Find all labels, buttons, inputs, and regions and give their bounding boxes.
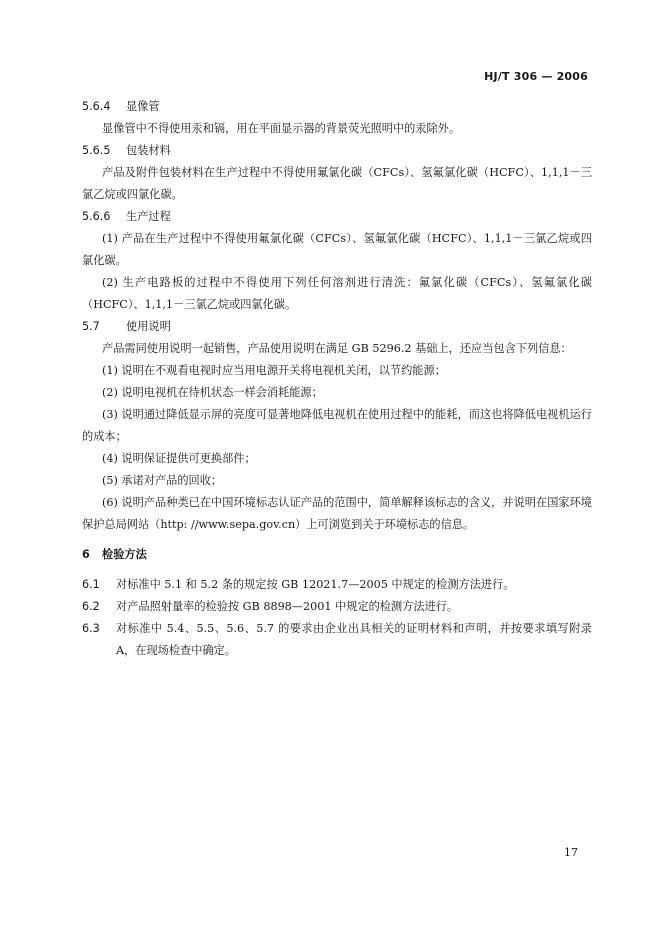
section-5-6-4-heading [82,96,592,118]
section-5-7-item-5: (5) 承诺对产品的回收； [102,474,223,487]
section-number: 5.7 [82,320,100,333]
section-title: 显像管 [126,100,160,113]
chapter-6-heading [82,544,592,566]
section-number: 5.6.5 [82,144,111,157]
chapter-number: 6 [82,548,90,561]
clause-text: 对标准中 5.4、5.5、5.6、5.7 的要求由企业出具相关的证明材料和声明，并按要求填写附录 A，在现场检查中确定。 [116,622,592,657]
section-5-6-5-body: 产品及附件包装材料在生产过程中不得使用氟氯化碳（CFCs）、氢氟氯化碳（HCFC）、1,1,1－三氯乙烷或四氯化碳。 [82,166,592,201]
section-5-7-item-2: (2) 说明电视机在待机状态一样会消耗能源； [102,386,323,399]
standard-code-header: HJ/T 306 — 2006 [484,70,588,83]
clause-number: 6.1 [82,578,100,591]
section-5-6-6-item-1: (1) 产品在生产过程中不得使用氟氯化碳（CFCs）、氢氟氯化碳（HCFC）、1,1,1－三氯乙烷或四氯化碳。 [82,232,592,267]
clause-number: 6.2 [82,600,100,613]
section-title: 使用说明 [126,320,171,333]
section-number: 5.6.4 [82,100,111,113]
section-number: 5.6.6 [82,210,111,223]
clause-text: 对产品照射量率的检验按 GB 8898—2001 中规定的检测方法进行。 [116,600,459,613]
section-5-7-intro: 产品需同使用说明一起销售，产品使用说明在满足 GB 5296.2 基础上，还应当包含下列信息： [102,342,572,355]
section-5-6-5-heading [82,140,592,162]
section-5-7-item-3: (3) 说明通过降低显示屏的亮度可显著地降低电视机在使用过程中的能耗，而这也将降低电视机运行的成本； [82,408,592,443]
section-5-6-6-item-2: (2) 生产电路板的过程中不得使用下列任何溶剂进行清洗：氟氯化碳（CFCs）、氢氟氯化碳（HCFC）、1,1,1－三氯乙烷或四氯化碳。 [82,276,592,311]
clause-number: 6.3 [82,622,100,635]
clause-text: 对标准中 5.1 和 5.2 条的规定按 GB 12021.7—2005 中规定的检测方法进行。 [116,578,515,591]
clause-6-3 [82,618,592,662]
section-5-6-6-heading [82,206,592,228]
clause-6-1 [82,574,592,596]
page-number: 17 [564,846,578,859]
section-5-6-4-body: 显像管中不得使用汞和镉，用在平面显示器的背景荧光照明中的汞除外。 [102,122,461,135]
section-title: 生产过程 [126,210,171,223]
section-5-7-item-4: (4) 说明保证提供可更换部件； [102,452,256,465]
clause-6-2 [82,596,592,618]
section-5-7-item-1: (1) 说明在不观看电视时应当用电源开关将电视机关闭，以节约能源； [102,364,446,377]
section-5-7-item-6: (6) 说明产品种类已在中国环境标志认证产品的范围中，简单解释该标志的含义，并说明在国家环境保护总局网站（http: //www.sepa.gov.cn）上可浏览到关于环境标志的信息。 [82,496,592,531]
chapter-title: 检验方法 [102,548,147,561]
document-body [82,96,592,662]
section-5-7-heading [82,316,592,338]
section-title: 包装材料 [126,144,171,157]
